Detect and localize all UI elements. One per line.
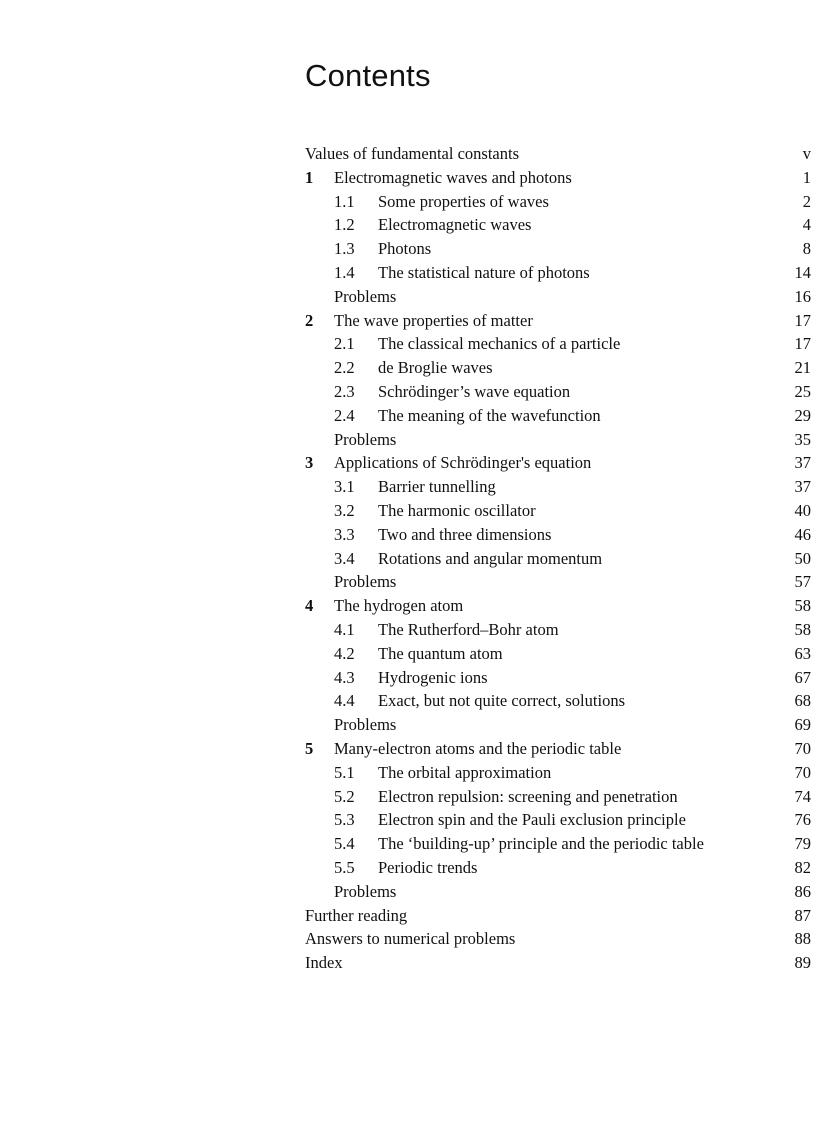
page-number: 68 (794, 691, 811, 711)
toc-entry (305, 951, 811, 975)
page-number: v (802, 144, 811, 163)
toc-entry (305, 832, 811, 856)
section-title: The quantum atom (378, 643, 503, 663)
page-number: 57 (794, 572, 811, 592)
section-title: The harmonic oscillator (378, 500, 536, 520)
front-back-matter-title: Index (305, 953, 343, 973)
page-number: 50 (794, 548, 811, 568)
section-number: 1.1 (334, 191, 355, 211)
chapter-title: Electromagnetic waves and photons (334, 167, 572, 187)
section-title: Photons (378, 239, 432, 259)
page-number: 70 (794, 738, 811, 758)
page-number: 17 (794, 334, 811, 354)
page-number: 89 (794, 953, 811, 973)
toc-entry (305, 428, 811, 452)
page-number: 16 (794, 286, 811, 306)
section-number: 2.4 (334, 405, 355, 425)
toc-entry (305, 190, 811, 214)
page-number: 35 (794, 429, 811, 449)
toc-entry (305, 618, 811, 642)
section-number: 1.4 (334, 262, 355, 282)
toc-entry (305, 880, 811, 904)
toc-entry (305, 904, 811, 928)
toc-entry (305, 856, 811, 880)
section-number: 2.1 (334, 334, 355, 354)
section-title: The orbital approximation (378, 762, 552, 782)
section-number: 5.1 (334, 762, 355, 782)
chapter-number: 5 (305, 738, 314, 758)
toc-entry (305, 261, 811, 285)
toc-entry (305, 380, 811, 404)
problems-title: Problems (334, 429, 397, 449)
problems-title: Problems (334, 286, 397, 306)
section-title: Periodic trends (378, 857, 478, 877)
section-number: 3.4 (334, 548, 355, 568)
section-number: 3.1 (334, 477, 355, 497)
toc-entry (305, 523, 811, 547)
chapter-number: 1 (305, 167, 314, 187)
front-back-matter-title: Answers to numerical problems (305, 929, 516, 949)
toc-entry (305, 404, 811, 428)
section-number: 3.3 (334, 524, 355, 544)
page-number: 74 (794, 786, 811, 806)
toc-entry (305, 475, 811, 499)
chapter-title: Applications of Schrödinger's equation (334, 453, 592, 473)
section-title: The classical mechanics of a particle (378, 334, 621, 354)
section-title: Exact, but not quite correct, solutions (378, 691, 625, 711)
page-number: 88 (794, 929, 811, 949)
page-number: 37 (794, 453, 811, 473)
section-title: Electron repulsion: screening and penetration (378, 786, 678, 806)
toc-entry (305, 166, 811, 190)
section-title: The meaning of the wavefunction (378, 405, 601, 425)
section-title: Electron spin and the Pauli exclusion principle (378, 810, 686, 830)
page-number: 8 (802, 239, 811, 259)
section-number: 3.2 (334, 500, 355, 520)
front-back-matter-title: Values of fundamental constants (305, 144, 519, 163)
toc-entry (305, 547, 811, 571)
section-title: The ‘building-up’ principle and the periodic table (378, 834, 704, 854)
toc-entry (305, 213, 811, 237)
section-number: 2.2 (334, 358, 355, 378)
problems-title: Problems (334, 572, 397, 592)
toc-entry (305, 142, 811, 166)
page-number: 86 (794, 881, 811, 901)
toc-entry (305, 332, 811, 356)
page-number: 29 (794, 405, 811, 425)
page-number: 82 (794, 857, 811, 877)
page-number: 58 (794, 596, 811, 616)
page-number: 37 (794, 477, 811, 497)
section-title: Barrier tunnelling (378, 477, 496, 497)
page-number: 46 (794, 524, 811, 544)
toc-entry (305, 499, 811, 523)
page-number: 2 (802, 191, 811, 211)
page-number: 63 (794, 643, 811, 663)
section-number: 1.2 (334, 215, 355, 235)
page-number: 58 (794, 619, 811, 639)
section-number: 5.4 (334, 834, 355, 854)
chapter-number: 4 (305, 596, 314, 616)
section-number: 4.4 (334, 691, 355, 711)
toc-entry (305, 237, 811, 261)
section-number: 4.2 (334, 643, 355, 663)
section-title: The statistical nature of photons (378, 262, 590, 282)
toc-entry (305, 785, 811, 809)
toc-entry (305, 808, 811, 832)
page-number: 14 (794, 262, 811, 282)
toc-entry (305, 356, 811, 380)
page-number: 87 (794, 905, 811, 925)
page-number: 69 (794, 715, 811, 735)
page-number: 70 (794, 762, 811, 782)
page-number: 4 (802, 215, 811, 235)
section-title: Rotations and angular momentum (378, 548, 603, 568)
page-number: 21 (794, 358, 811, 378)
section-title: Electromagnetic waves (378, 215, 532, 235)
page-number: 17 (794, 310, 811, 330)
toc-entry (305, 761, 811, 785)
page-number: 79 (794, 834, 811, 854)
section-number: 2.3 (334, 381, 355, 401)
section-number: 4.3 (334, 667, 355, 687)
front-back-matter-title: Further reading (305, 905, 408, 925)
section-title: Schrödinger’s wave equation (378, 381, 571, 401)
chapter-title: The hydrogen atom (334, 596, 464, 616)
section-title: The Rutherford–Bohr atom (378, 619, 559, 639)
toc-entry (305, 309, 811, 333)
toc-entry (305, 666, 811, 690)
toc-entry (305, 689, 811, 713)
toc-entry (305, 737, 811, 761)
chapter-title: The wave properties of matter (334, 310, 533, 330)
toc-entry (305, 927, 811, 951)
chapter-number: 3 (305, 453, 314, 473)
page-number: 67 (794, 667, 811, 687)
section-title: de Broglie waves (378, 358, 493, 378)
toc-entry (305, 642, 811, 666)
toc-entry (305, 713, 811, 737)
toc-entry (305, 285, 811, 309)
section-number: 4.1 (334, 619, 355, 639)
page-title: Contents (305, 58, 431, 93)
page-number: 1 (802, 167, 811, 187)
page-number: 40 (794, 500, 811, 520)
section-number: 5.2 (334, 786, 355, 806)
chapter-title: Many-electron atoms and the periodic table (334, 738, 622, 758)
toc-entry (305, 594, 811, 618)
page-number: 25 (794, 381, 811, 401)
section-number: 5.5 (334, 857, 355, 877)
section-title: Hydrogenic ions (378, 667, 488, 687)
section-number: 1.3 (334, 239, 355, 259)
chapter-number: 2 (305, 310, 314, 330)
table-of-contents (305, 142, 811, 975)
toc-entry (305, 570, 811, 594)
problems-title: Problems (334, 715, 397, 735)
section-title: Some properties of waves (378, 191, 549, 211)
page-number: 76 (794, 810, 811, 830)
section-title: Two and three dimensions (378, 524, 552, 544)
toc-entry (305, 451, 811, 475)
problems-title: Problems (334, 881, 397, 901)
section-number: 5.3 (334, 810, 355, 830)
